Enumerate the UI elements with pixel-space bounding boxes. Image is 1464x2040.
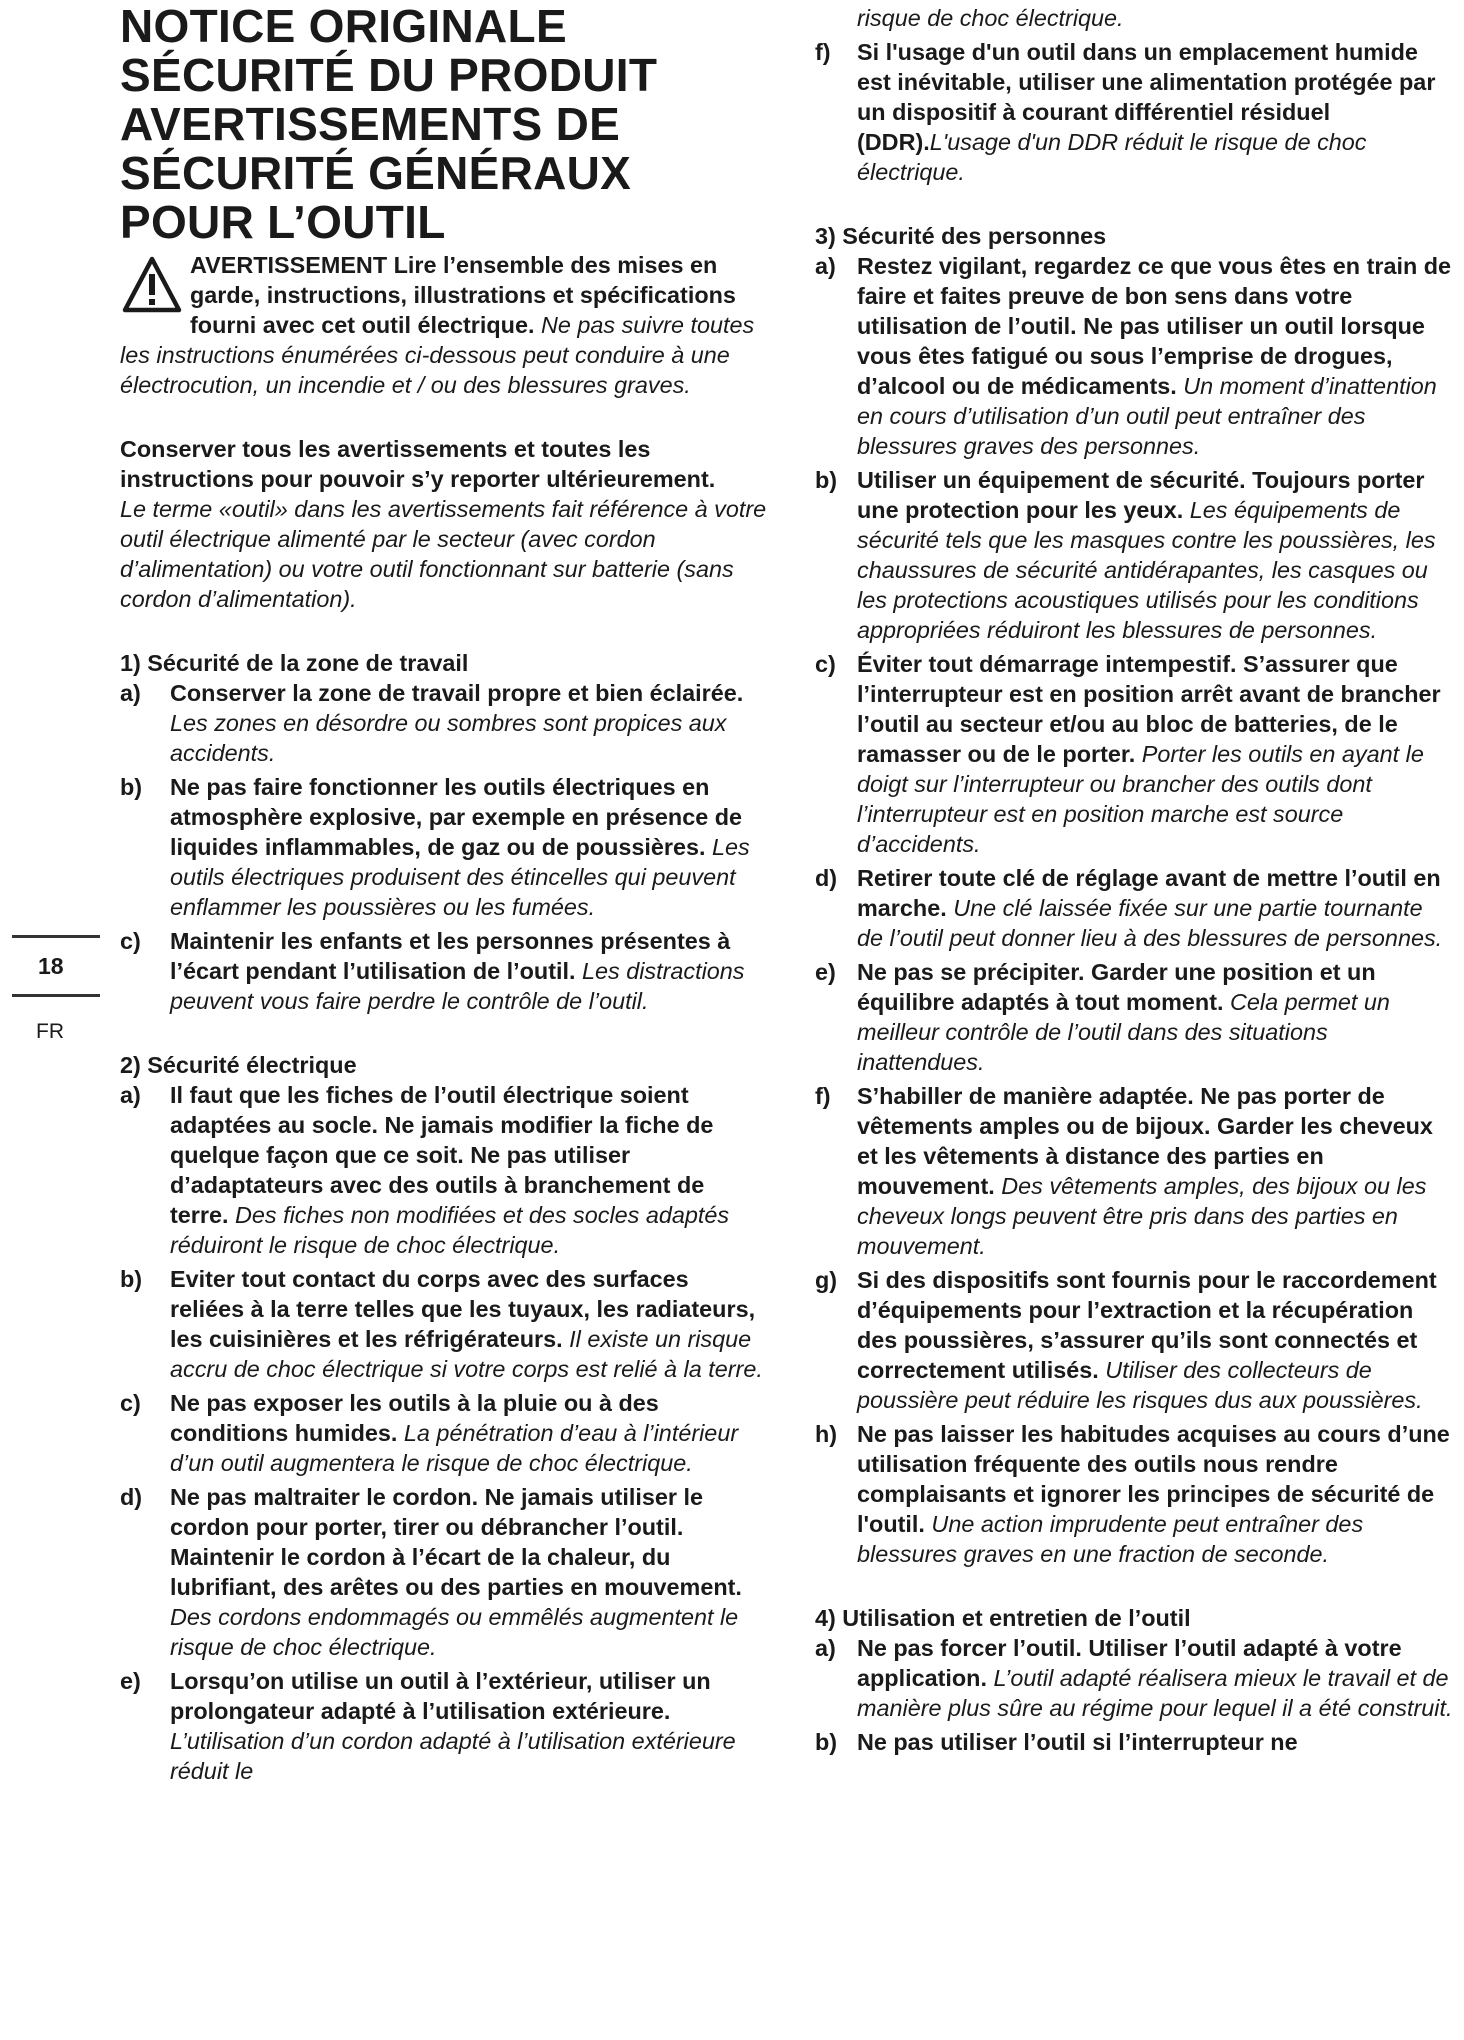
item-label: a) [815,1635,836,1661]
item-bold: Ne pas se précipiter. Garder une position et un équilibre adaptés à tout moment. [857,959,1376,1015]
item-label: c) [120,928,141,954]
section-heading: 1) Sécurité de la zone de travail [120,650,469,676]
list-item [815,1419,1455,1569]
item-italic: Un moment d’inattention en cours d’utilisation d’un outil peut entraîner des blessures graves des personnes. [857,373,1437,459]
list-item [120,678,768,768]
item-label: f) [815,39,831,65]
item-italic: Des vêtements amples, des bijoux ou les cheveux longs peuvent être pris dans des parties en mouvement. [857,1173,1427,1259]
item-bold: Ne pas laisser les habitudes acquises au cours d’une utilisation fréquente des outils nous rendre complaisants et ignorer les principes de sécurité de l'outil. [857,1421,1450,1537]
list-item [815,465,1455,645]
item-italic: Une clé laissée fixée sur une partie tournante de l’outil peut donner lieu à des blessures de personnes. [857,895,1443,951]
page-marker-rule [12,935,100,938]
item-label: c) [120,1390,141,1416]
item-label: a) [815,253,836,279]
item-bold: Il faut que les fiches de l’outil électrique soient adaptées au socle. Ne jamais modifier la fiche de quelque façon que ce soit. Ne pas utiliser d’adaptateurs avec des outils à branchement de terre. [170,1082,714,1228]
title-line: POUR L’OUTIL [120,196,446,248]
warning-triangle-icon [122,256,182,314]
list-item [120,1080,768,1260]
list-item [815,37,1455,187]
warning-italic: Ne pas suivre toutes les instructions énumérées ci-dessous peut conduire à une électrocution, un incendie et / ou des blessures graves. [120,312,755,398]
item-bold: Retirer toute clé de réglage avant de mettre l’outil en marche. [857,865,1441,921]
title-line: SÉCURITÉ GÉNÉRAUX [120,147,632,199]
item-italic: L’utilisation d’un cordon adapté à l’utilisation extérieure réduit le [170,1728,736,1784]
item-label: d) [815,865,838,891]
list-item [815,1265,1455,1415]
title-line: SÉCURITÉ DU PRODUIT [120,49,658,101]
list-item [120,1666,768,1786]
item-italic: Une action imprudente peut entraîner des blessures graves en une fraction de seconde. [857,1511,1364,1567]
section-heading: 4) Utilisation et entretien de l’outil [815,1605,1191,1631]
item-italic: Les distractions peuvent vous faire perdre le contrôle de l’outil. [170,958,745,1014]
item-label: d) [120,1484,143,1510]
list-item [815,649,1455,859]
list-item [120,1482,768,1662]
list-item-continued [815,3,1455,33]
item-bold: Ne pas utiliser l’outil si l’interrupteur ne [857,1729,1298,1755]
item-label: e) [120,1668,141,1694]
page-title [120,2,760,247]
list-item [120,1388,768,1478]
item-bold: Ne pas maltraiter le cordon. Ne jamais utiliser le cordon pour porter, tirer ou débrancher l’outil. Maintenir le cordon à l’écart de la chaleur, du lubrifiant, des arêtes ou des parties en mouvement. [170,1484,742,1600]
item-bold: Conserver la zone de travail propre et bien éclairée. [170,680,744,706]
item-italic: La pénétration d’eau à l’intérieur d’un outil augmentera le risque de choc électrique. [170,1420,739,1476]
warning-text [120,250,768,400]
item-label: b) [815,1729,838,1755]
title-line: AVERTISSEMENTS DE [120,98,621,150]
page-marker-rule [12,994,100,997]
item-bold: Restez vigilant, regardez ce que vous êtes en train de faire et faites preuve de bon sens dans votre utilisation de l’outil. Ne pas utiliser un outil lorsque vous êtes fatigué ou sous l’emprise de drogues, d’alcool ou de médicaments. [857,253,1452,399]
item-label: f) [815,1083,831,1109]
item-italic: risque de choc électrique. [857,5,1124,31]
item-bold: Si l'usage d'un outil dans un emplacement humide est inévitable, utiliser une alimentation protégée par un dispositif à courant différentiel résiduel (DDR). [857,39,1436,155]
list-item [120,1264,768,1384]
item-label: a) [120,680,141,706]
item-italic: Des fiches non modifiées et des socles adaptés réduiront le risque de choc électrique. [170,1202,730,1258]
section-heading: 3) Sécurité des personnes [815,223,1107,249]
item-italic: Les zones en désordre ou sombres sont propices aux accidents. [170,710,727,766]
warning-bold: AVERTISSEMENT Lire l’ensemble des mises en garde, instructions, illustrations et spécifications fourni avec cet outil électrique. [190,252,736,338]
keep-instructions-bold: Conserver tous les avertissements et toutes les instructions pour pouvoir s’y reporter ultérieurement. [120,436,716,492]
list-item [815,957,1455,1077]
item-bold: Ne pas forcer l’outil. Utiliser l’outil adapté à votre application. [857,1635,1402,1691]
language-code: FR [36,1020,64,1043]
item-bold: Si des dispositifs sont fournis pour le raccordement d’équipements pour l’extraction et la récupération des poussières, s’assurer qu’ils sont connectés et correctement utilisés. [857,1267,1437,1383]
list-item [815,251,1455,461]
right-column [815,3,1455,1761]
item-italic: Les outils électriques produisent des étincelles qui peuvent enflammer les poussières ou les fumées. [170,834,750,920]
keep-instructions-italic: Le terme «outil» dans les avertissements fait référence à votre outil électrique alimenté par le secteur (avec cordon d’alimentation) ou votre outil fonctionnant sur batterie (sans cordon d’alimentation). [120,496,767,612]
item-label: b) [120,1266,143,1292]
item-label: h) [815,1421,838,1447]
item-bold: Éviter tout démarrage intempestif. S’assurer que l’interrupteur est en position arrêt avant de brancher l’outil au secteur et/ou au bloc de batteries, de le ramasser ou de le porter. [857,651,1441,767]
section-heading: 2) Sécurité électrique [120,1052,357,1078]
item-italic: Utiliser des collecteurs de poussière peut réduire les risques dus aux poussières. [857,1357,1423,1413]
item-label: b) [120,774,143,800]
page-marker [8,935,100,1045]
page-number: 18 [38,953,64,979]
list-item [120,772,768,922]
item-italic: L’outil adapté réalisera mieux le travail et de manière plus sûre au régime pour lequel il a été construit. [857,1665,1453,1721]
item-bold: S’habiller de manière adaptée. Ne pas porter de vêtements amples ou de bijoux. Garder les cheveux et les vêtements à distance des parties en mouvement. [857,1083,1433,1199]
item-label: e) [815,959,836,985]
list-item [815,1727,1455,1757]
item-italic: Cela permet un meilleur contrôle de l’outil dans des situations inattendues. [857,989,1390,1075]
item-italic: Porter les outils en ayant le doigt sur l’interrupteur ou brancher des outils dont l’interrupteur est en position marche est source d’accidents. [857,741,1424,857]
item-italic: Les équipements de sécurité tels que les masques contre les poussières, les chaussures de sécurité antidérapantes, les casques ou les protections acoustiques utilisés pour les conditions appropriées réduiront les blessures de personnes. [857,497,1436,643]
item-label: a) [120,1082,141,1108]
item-bold: Maintenir les enfants et les personnes présentes à l’écart pendant l’utilisation de l’outil. [170,928,731,984]
item-italic: Il existe un risque accru de choc électrique si votre corps est relié à la terre. [170,1326,763,1382]
item-bold: Eviter tout contact du corps avec des surfaces reliées à la terre telles que les tuyaux, les radiateurs, les cuisinières et les réfrigérateurs. [170,1266,756,1352]
list-item [815,863,1455,953]
list-item [120,926,768,1016]
warning-block [120,250,768,400]
item-italic: Des cordons endommagés ou emmêlés augmentent le risque de choc électrique. [170,1604,739,1660]
list-item [815,1633,1455,1723]
item-label: b) [815,467,838,493]
item-italic: L'usage d'un DDR réduit le risque de choc électrique. [857,129,1367,185]
item-label: c) [815,651,836,677]
left-column [120,250,768,1790]
item-label: g) [815,1267,838,1293]
item-bold: Lorsqu’on utilise un outil à l’extérieur, utiliser un prolongateur adapté à l’utilisation extérieure. [170,1668,711,1724]
item-bold: Utiliser un équipement de sécurité. Toujours porter une protection pour les yeux. [857,467,1425,523]
list-item [815,1081,1455,1261]
item-bold: Ne pas faire fonctionner les outils électriques en atmosphère explosive, par exemple en présence de liquides inflammables, de gaz ou de poussières. [170,774,743,860]
item-bold: Ne pas exposer les outils à la pluie ou à des conditions humides. [170,1390,659,1446]
title-line: NOTICE ORIGINALE [120,0,567,52]
